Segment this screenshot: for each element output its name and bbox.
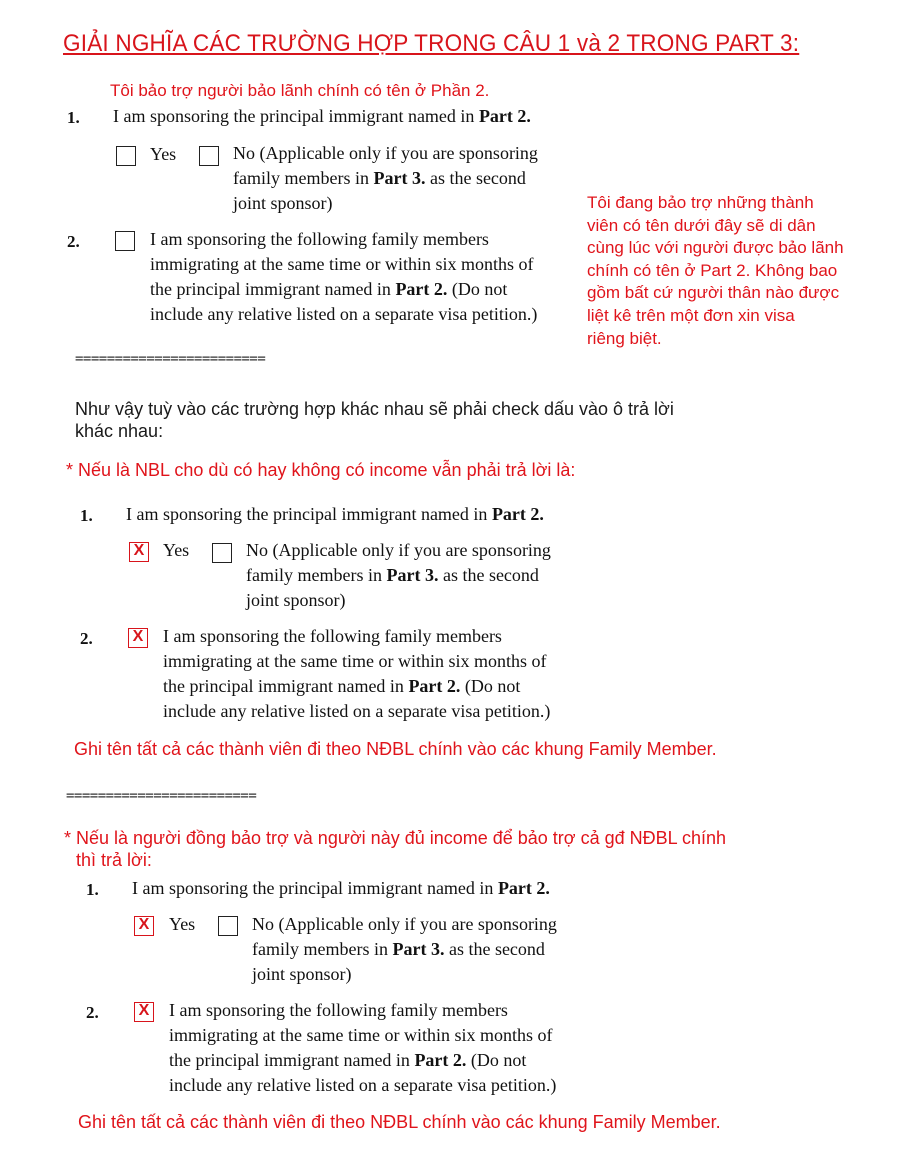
yes-label: Yes	[150, 144, 177, 164]
case-b-q1-number: 1.	[86, 880, 99, 899]
case-a-q1-number: 1.	[80, 506, 93, 525]
q2-number: 2.	[67, 232, 80, 251]
case-a-q2-checkbox[interactable]: X	[128, 628, 148, 648]
case-a-q1-text: I am sponsoring the principal immigrant named in Part 2.	[126, 504, 544, 524]
case-b-note: Ghi tên tất cả các thành viên đi theo NĐBL chính vào các khung Family Member.	[78, 1112, 721, 1132]
page-title: GIẢI NGHĨA CÁC TRƯỜNG HỢP TRONG CÂU 1 và 2 TRONG PART 3:	[63, 30, 800, 57]
explanation-text: Như vậy tuỳ vào các trường hợp khác nhau sẽ phải check dấu vào ô trả lời khác nhau:	[75, 399, 674, 441]
case-b-q2-checkbox[interactable]: X	[134, 1002, 154, 1022]
q2-translation: Tôi đang bảo trợ những thành viên có tên dưới đây sẽ di dân cùng lúc với người được bảo lãnh chính có tên ở Part 2. Không bao gồm bất cứ người thân nào được liệt kê trên một đơn xin visa riêng biệt.	[587, 193, 844, 348]
yes-checkbox[interactable]	[116, 146, 136, 166]
no-checkbox[interactable]	[199, 146, 219, 166]
case-b-yes-label: Yes	[169, 914, 196, 934]
case-a-q2-text: I am sponsoring the following family members immigrating at the same time or within six months of the principal immigrant named in Part 2. (Do not include any relative listed on a separate visa petition.)	[163, 626, 551, 721]
case-b-no-label: No (Applicable only if you are sponsoring family members in Part 3. as the second joint sponsor)	[252, 914, 557, 984]
case-b-no-checkbox[interactable]	[218, 916, 238, 936]
case-a-heading: * Nếu là NBL cho dù có hay không có income vẫn phải trả lời là:	[66, 460, 576, 480]
q2-text: I am sponsoring the following family members immigrating at the same time or within six months of the principal immigrant named in Part 2. (Do not include any relative listed on a separate visa petition.)	[150, 229, 538, 324]
separator: ========================	[75, 351, 266, 367]
case-b-q2-text: I am sponsoring the following family members immigrating at the same time or within six months of the principal immigrant named in Part 2. (Do not include any relative listed on a separate visa petition.)	[169, 1000, 557, 1095]
case-b-heading: * Nếu là người đồng bảo trợ và người này đủ income để bảo trợ cả gđ NĐBL chính thì trả lời:	[64, 828, 727, 870]
q1-translation: Tôi bảo trợ người bảo lãnh chính có tên ở Phần 2.	[110, 81, 490, 100]
separator-2: ========================	[66, 788, 257, 804]
case-b-yes-checkbox[interactable]: X	[134, 916, 154, 936]
q2-checkbox[interactable]	[115, 231, 135, 251]
case-a-q2-number: 2.	[80, 629, 93, 648]
q1-text: I am sponsoring the principal immigrant named in Part 2.	[113, 106, 531, 126]
case-a-no-checkbox[interactable]	[212, 543, 232, 563]
case-a-no-label: No (Applicable only if you are sponsoring family members in Part 3. as the second joint sponsor)	[246, 540, 551, 610]
case-b-q1-text: I am sponsoring the principal immigrant named in Part 2.	[132, 878, 550, 898]
case-a-yes-label: Yes	[163, 540, 190, 560]
q1-number: 1.	[67, 108, 80, 127]
case-a-note: Ghi tên tất cả các thành viên đi theo NĐBL chính vào các khung Family Member.	[74, 739, 717, 759]
case-b-q2-number: 2.	[86, 1003, 99, 1022]
no-label: No (Applicable only if you are sponsoring family members in Part 3. as the second joint sponsor)	[233, 143, 538, 213]
case-a-yes-checkbox[interactable]: X	[129, 542, 149, 562]
